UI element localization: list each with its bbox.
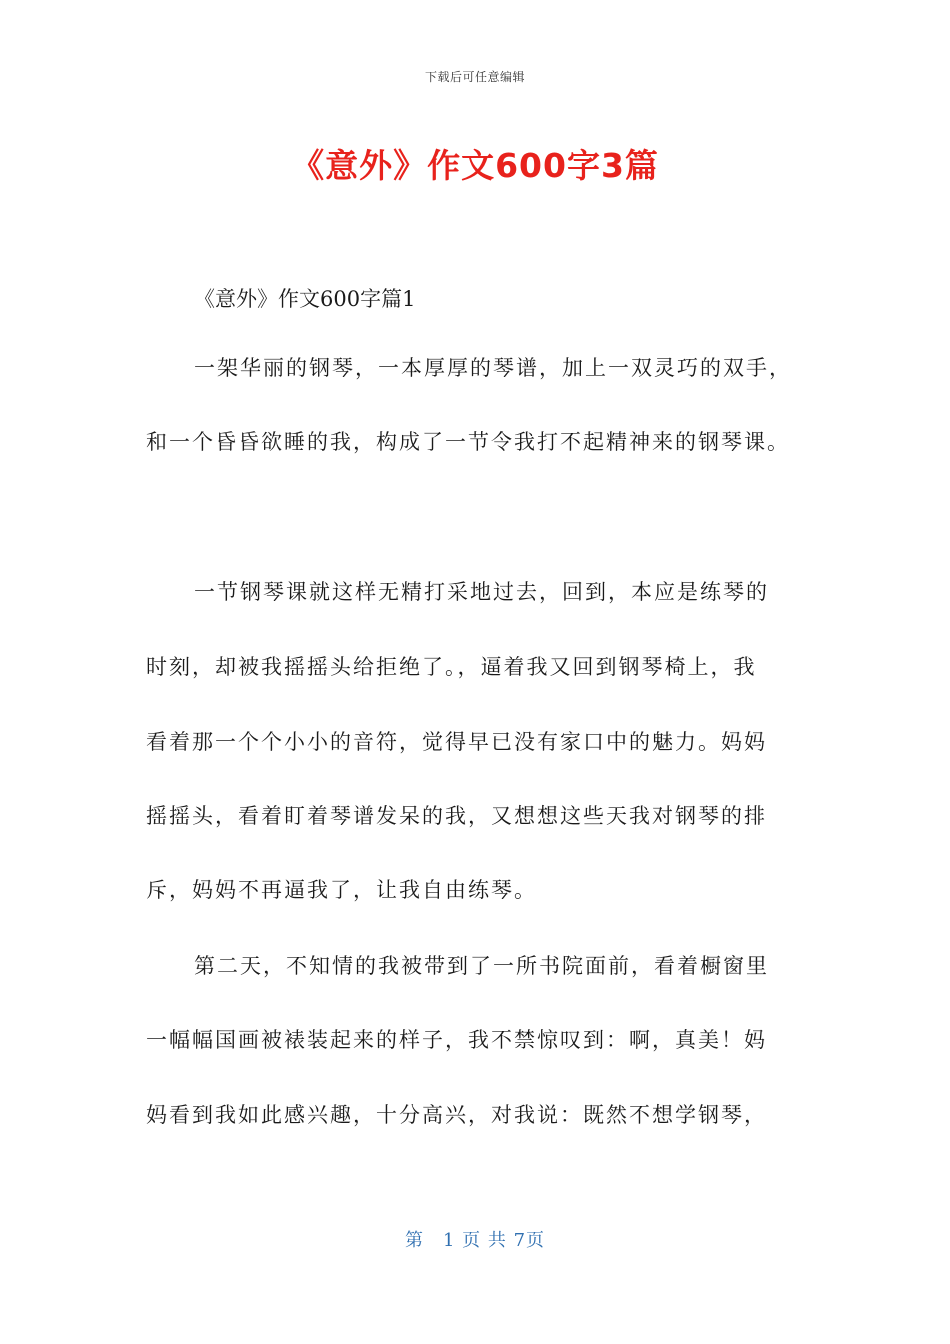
paragraph-line: 一架华丽的钢琴，一本厚厚的琴谱，加上一双灵巧的双手， bbox=[194, 356, 792, 380]
document-title: 《意外》作文600字3篇 bbox=[291, 146, 659, 185]
paragraph-line: 摇摇头，看着盯着琴谱发呆的我，又想想这些天我对钢琴的排 bbox=[146, 804, 767, 828]
paragraph-line: 一节钢琴课就这样无精打采地过去，回到，本应是练琴的 bbox=[194, 580, 769, 604]
paragraph-line: 妈看到我如此感兴趣，十分高兴，对我说：既然不想学钢琴， bbox=[146, 1103, 767, 1127]
paragraph-line: 时刻，却被我摇摇头给拒绝了。，逼着我又回到钢琴椅上，我 bbox=[146, 655, 757, 679]
paragraph-line: 看着那一个个小小的音符，觉得早已没有家口中的魅力。妈妈 bbox=[146, 730, 767, 754]
page-indicator: 第 1 页 共 7页 bbox=[404, 1230, 546, 1251]
paragraph-line: 斥，妈妈不再逼我了，让我自由练琴。 bbox=[146, 878, 537, 902]
section-heading: 《意外》作文600字篇1 bbox=[194, 287, 416, 311]
paragraph-line: 和一个昏昏欲睡的我，构成了一节令我打不起精神来的钢琴课。 bbox=[146, 430, 790, 454]
header-note: 下载后可任意编辑 bbox=[424, 70, 525, 84]
paragraph-line: 一幅幅国画被裱装起来的样子，我不禁惊叹到：啊，真美！妈 bbox=[146, 1028, 767, 1052]
paragraph-line: 第二天，不知情的我被带到了一所书院面前，看着橱窗里 bbox=[194, 954, 769, 978]
